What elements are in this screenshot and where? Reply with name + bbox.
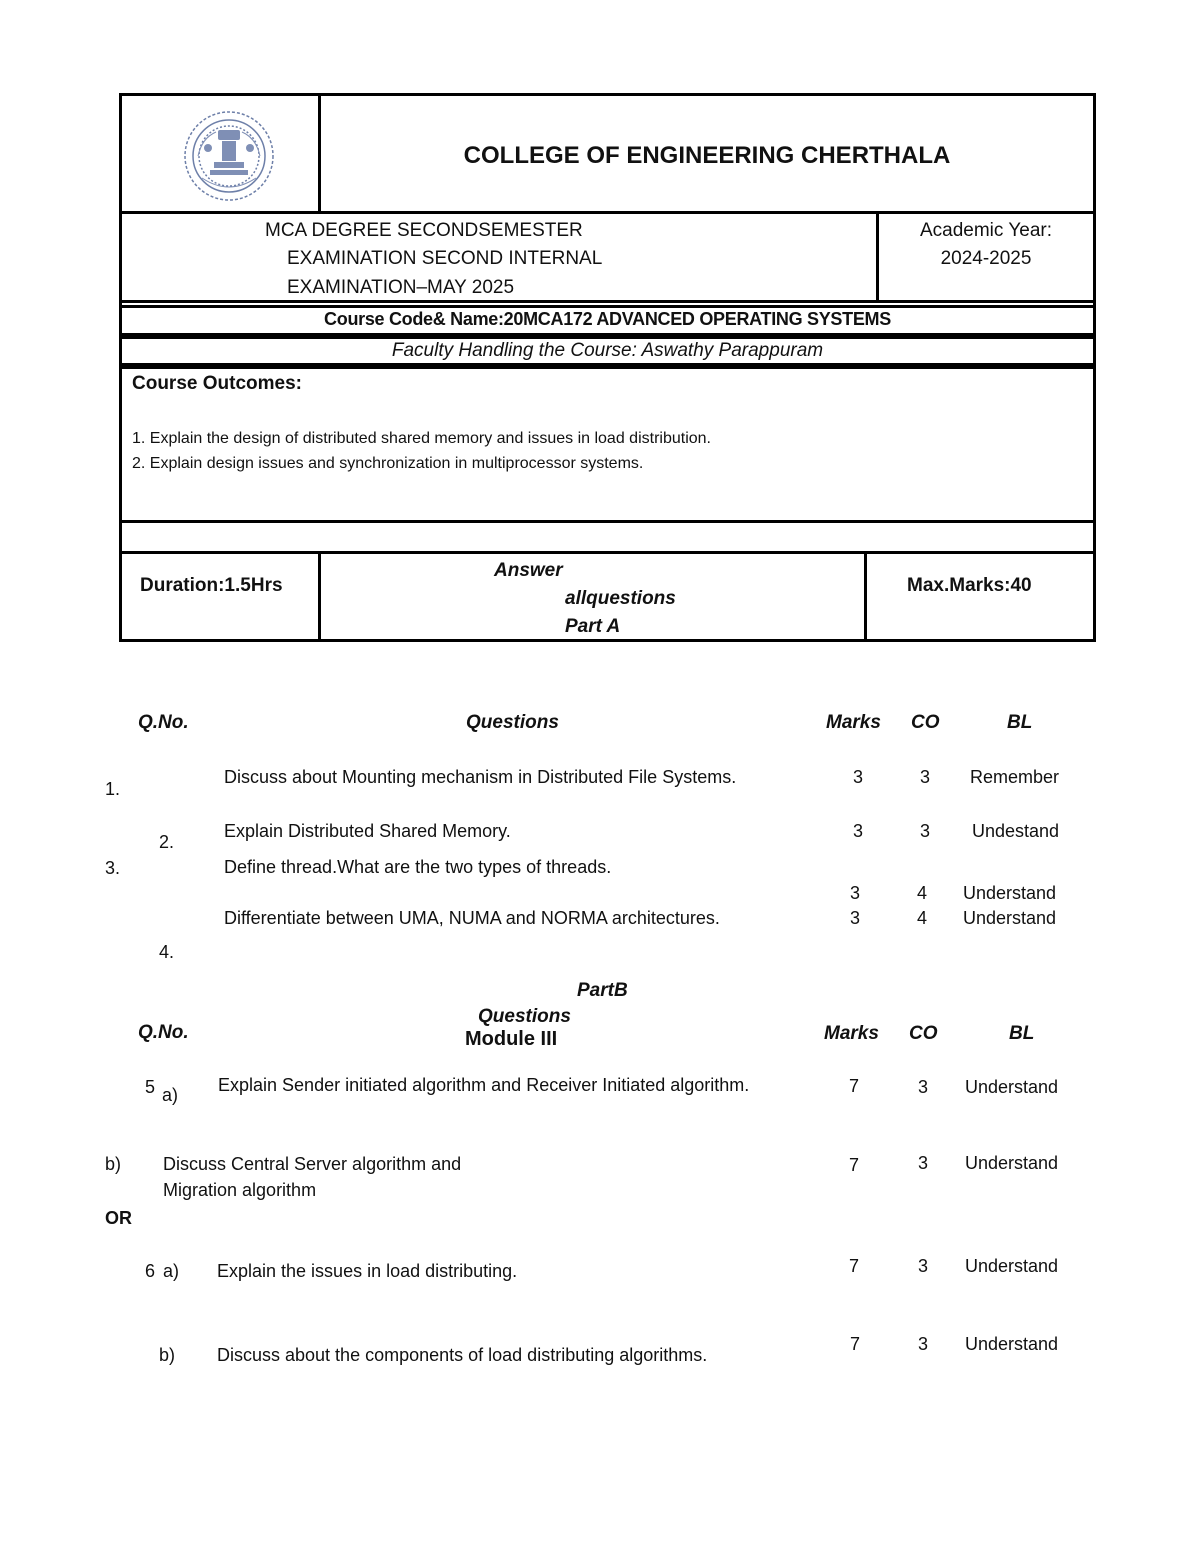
college-emblem-logo: [178, 108, 280, 204]
row-divider: [119, 300, 1096, 303]
question-co: 3: [918, 1256, 929, 1276]
max-marks: Max.Marks:40: [907, 575, 1032, 596]
question-marks: 7: [849, 1256, 860, 1276]
col-header-bl: BL: [1007, 712, 1033, 733]
row-divider: [119, 336, 1096, 339]
question-bl: Understand: [963, 883, 1057, 903]
course-outcome-item: 1. Explain the design of distributed shared memory and issues in load distribution.: [132, 430, 711, 447]
question-co: 3: [920, 767, 931, 787]
col-header-co: CO: [911, 712, 940, 733]
col-header-bl: BL: [1009, 1023, 1035, 1044]
question-sub-label: a): [163, 1261, 180, 1281]
question-text: Discuss Central Server algorithm and: [163, 1154, 462, 1174]
academic-year-label: Academic Year:: [919, 220, 1053, 241]
question-bl: Understand: [965, 1077, 1059, 1097]
col-divider: [318, 551, 321, 642]
question-co: 3: [918, 1334, 929, 1354]
col-divider: [864, 551, 867, 642]
question-marks: 3: [853, 821, 864, 841]
question-sub-label: b): [105, 1154, 122, 1174]
part-b-title: PartB: [577, 980, 628, 1001]
row-divider: [119, 211, 1096, 214]
question-marks: 3: [850, 908, 861, 928]
question-sub-label: a): [162, 1085, 179, 1105]
col-header-qno: Q.No.: [138, 712, 189, 733]
module-title: Module III: [465, 1028, 558, 1050]
question-marks: 7: [850, 1334, 861, 1354]
question-text: Explain the issues in load distributing.: [217, 1261, 518, 1281]
row-divider: [119, 551, 1096, 554]
exam-title-line1: MCA DEGREE SECONDSEMESTER: [265, 220, 583, 241]
question-co: 3: [920, 821, 931, 841]
question-number: 6: [145, 1261, 156, 1281]
question-number: 5: [145, 1077, 156, 1097]
question-co: 3: [918, 1153, 929, 1173]
college-name: COLLEGE OF ENGINEERING CHERTHALA: [463, 142, 951, 169]
question-text: Define thread.What are the two types of threads.: [224, 857, 612, 877]
or-label: OR: [105, 1208, 132, 1228]
answer-instruction-line2: allquestions: [565, 588, 676, 609]
question-number: 1.: [105, 779, 121, 799]
row-divider: [119, 366, 1096, 369]
question-bl: Understand: [963, 908, 1057, 928]
question-number: 3.: [105, 858, 121, 878]
col-header-questions: Questions: [478, 1006, 571, 1027]
question-bl: Understand: [965, 1256, 1059, 1276]
question-text: Differentiate between UMA, NUMA and NORMA architectures.: [224, 908, 720, 928]
col-header-qno: Q.No.: [138, 1022, 189, 1043]
exam-title-line2: EXAMINATION SECOND INTERNAL: [287, 248, 603, 269]
part-a-label: Part A: [565, 616, 621, 637]
question-bl: Understand: [965, 1334, 1059, 1354]
course-outcome-item: 2. Explain design issues and synchronization in multiprocessor systems.: [132, 455, 644, 472]
question-bl: Remember: [970, 767, 1060, 787]
question-text: Explain Sender initiated algorithm and Receiver Initiated algorithm.: [218, 1075, 750, 1095]
question-number: 2.: [159, 832, 175, 852]
question-sub-label: b): [159, 1345, 176, 1365]
question-bl: Undestand: [972, 821, 1060, 841]
question-marks: 7: [849, 1076, 860, 1096]
question-text: Discuss about the components of load distributing algorithms.: [217, 1345, 708, 1365]
question-co: 4: [917, 908, 928, 928]
course-code-name: Course Code& Name:20MCA172 ADVANCED OPERATING SYSTEMS: [324, 309, 891, 329]
col-header-co: CO: [909, 1023, 938, 1044]
question-number: 4.: [159, 942, 175, 962]
exam-title-line3: EXAMINATION–MAY 2025: [287, 277, 515, 298]
question-marks: 3: [850, 883, 861, 903]
question-co: 3: [918, 1077, 929, 1097]
col-header-marks: Marks: [826, 712, 881, 733]
duration: Duration:1.5Hrs: [140, 575, 283, 596]
faculty-name: Faculty Handling the Course: Aswathy Parappuram: [391, 340, 824, 361]
question-bl: Understand: [965, 1153, 1059, 1173]
row-divider: [119, 520, 1096, 523]
question-text: Migration algorithm: [163, 1180, 317, 1200]
row-divider: [119, 305, 1096, 308]
question-marks: 3: [853, 767, 864, 787]
question-co: 4: [917, 883, 928, 903]
answer-instruction-line1: Answer: [494, 560, 563, 581]
course-outcomes-title: Course Outcomes:: [132, 373, 302, 394]
question-text: Explain Distributed Shared Memory.: [224, 821, 511, 841]
academic-year-value: 2024-2025: [940, 248, 1032, 269]
question-text: Discuss about Mounting mechanism in Distributed File Systems.: [224, 767, 737, 787]
question-marks: 7: [849, 1155, 860, 1175]
col-header-questions: Questions: [466, 712, 559, 733]
col-header-marks: Marks: [824, 1023, 879, 1044]
